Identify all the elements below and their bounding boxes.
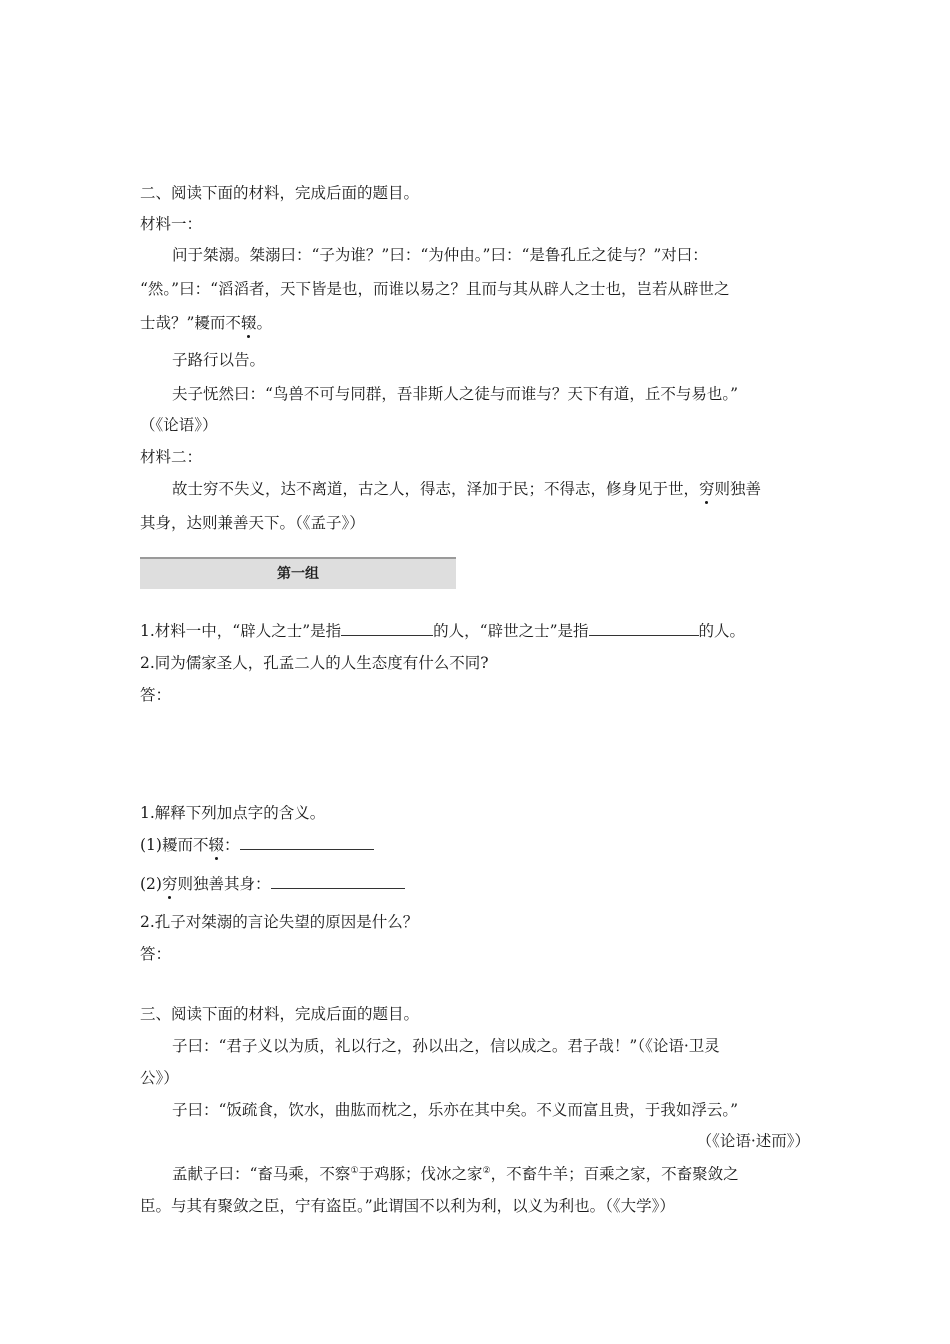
group-2-question-2: 2.孔子对桀溺的言论失望的原因是什么？ [140,913,419,931]
dotted-char: 穷 [161,875,178,893]
material-2-line-1 [172,479,761,499]
group-2-answer-label: 答： [140,945,172,963]
section-3-para-3-line-2: 臣。与其有聚敛之臣，宁有盗臣。”此谓国不以利为利，以义为利也。（《大学》） [140,1197,675,1215]
group-1-question-2: 2.同为儒家圣人，孔孟二人的人生态度有什么不同? [140,654,489,672]
material-1-line-2: “然。”曰：“滔滔者，天下皆是也，而谁以易之？且而与其从辟人之士也，岂若从辟世之 [140,280,730,298]
group-2-question-1-item-2 [140,874,405,894]
section-3-para-1-line-2: 公》） [140,1069,179,1087]
group-2-question-1: 1.解释下列加点字的含义。 [140,804,326,822]
material-1-line-3 [140,313,272,333]
text-span: 则独善 [714,480,762,498]
section-3-para-2-line-1: 子曰：“饭疏食，饮水，曲肱而枕之，乐亦在其中矣。不义而富且贵，于我如浮云。” [172,1101,739,1119]
dotted-char: 穷 [699,480,715,498]
group-2-question-1-item-1 [140,835,374,855]
text-span: 的人。 [698,622,746,640]
text-span: 士哉？”耰而不 [140,314,241,332]
material-1-para-2: 子路行以告。 [172,351,266,369]
footnote-mark: ② [482,1165,491,1176]
text-span: 。 [256,314,272,332]
section-3-para-3-line-1 [172,1164,739,1184]
material-2-line-2: 其身，达则兼善天下。（《孟子》） [140,514,365,532]
section-2-heading: 二、阅读下面的材料，完成后面的题目。 [140,184,420,202]
text-span: 则独善其身： [177,875,271,893]
text-span: (1)耰而不 [140,836,209,854]
group-1-question-1 [140,621,745,641]
material-1-label: 材料一： [140,215,203,233]
answer-blank[interactable] [341,621,433,636]
answer-blank[interactable] [240,835,374,850]
answer-blank[interactable] [589,621,699,636]
material-1-source: （《论语》） [140,416,218,434]
text-span: ，不畜牛羊；百乘之家，不畜聚敛之 [490,1165,739,1183]
section-3-para-2-source: （《论语·述而》） [696,1132,810,1150]
section-3-para-1-line-1: 子曰：“君子义以为质，礼以行之，孙以出之，信以成之。君子哉！”（《论语·卫灵 [172,1037,720,1055]
material-1-para-3: 夫子怃然曰：“鸟兽不可与同群，吾非斯人之徒与而谁与？天下有道，丘不与易也。” [172,385,739,403]
group-1-answer-label: 答： [140,686,172,704]
answer-blank[interactable] [271,874,405,889]
text-span: 故士穷不失义，达不离道，古之人，得志，泽加于民；不得志，修身见于世， [172,480,700,498]
text-span: 1.材料一中，“辟人之士”是指 [140,622,342,640]
group-1-title-bar: 第一组 [140,557,456,589]
text-span: 孟献子曰：“畜马乘，不察 [172,1165,351,1183]
text-span: 的人，“辟世之士”是指 [433,622,589,640]
material-1-line-1: 问于桀溺。桀溺曰：“子为谁？”曰：“为仲由。”曰：“是鲁孔丘之徒与？”对曰： [172,246,708,264]
footnote-mark: ① [350,1165,359,1176]
text-span: ： [223,836,240,854]
material-2-label: 材料二： [140,448,203,466]
text-span: 于鸡豚；伐冰之家 [358,1165,483,1183]
dotted-char: 辍 [208,836,224,854]
text-span: (2) [140,875,162,893]
section-3-heading: 三、阅读下面的材料，完成后面的题目。 [140,1005,420,1023]
dotted-char: 辍 [240,314,257,332]
